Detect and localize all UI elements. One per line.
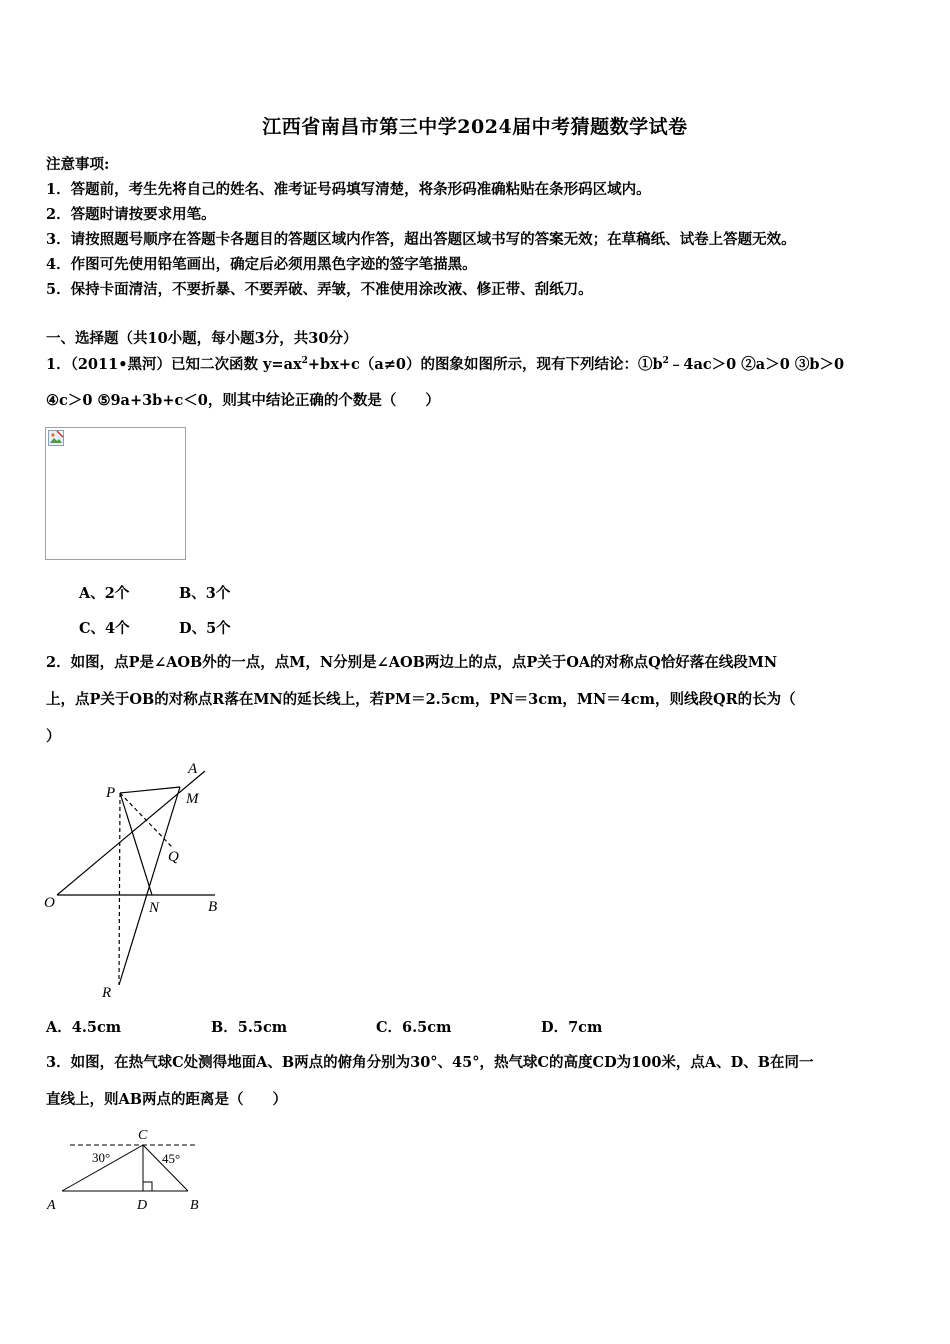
label-m: M bbox=[186, 791, 199, 807]
notice-item: 4．作图可先使用铅笔画出，确定后必须用黑色字迹的签字笔描黑。 bbox=[46, 256, 477, 273]
dashed-pr bbox=[119, 793, 120, 985]
label-b: B bbox=[208, 899, 218, 915]
label-r: R bbox=[102, 985, 112, 1001]
question-1-stem-2: ④c＞0 ⑤9a+3b+c＜0，则其中结论正确的个数是（ ） bbox=[46, 392, 440, 409]
label-n: N bbox=[149, 900, 160, 916]
label-p: P bbox=[106, 785, 116, 801]
question-3-stem: 3．如图，在热气球C处测得地面A、B两点的俯角分别为30°、45°，热气球C的高度CD为100米，点A、D、B在同一 bbox=[46, 1054, 814, 1071]
label-a: A bbox=[188, 761, 198, 777]
right-angle-mark bbox=[143, 1182, 152, 1191]
dashed-pq bbox=[120, 793, 172, 847]
page-title: 江西省南昌市第三中学2024届中考猜题数学试卷 bbox=[262, 116, 688, 138]
question-2-stem-3: ） bbox=[46, 728, 61, 745]
q1-option-c[interactable]: C、4个 bbox=[79, 620, 130, 637]
ray-oa bbox=[57, 771, 205, 895]
label-c: C bbox=[138, 1128, 148, 1143]
label-q: Q bbox=[168, 849, 179, 865]
broken-image-icon bbox=[48, 430, 64, 446]
label-angle-30: 30° bbox=[92, 1150, 111, 1165]
notice-item: 5．保持卡面清洁，不要折暴、不要弄破、弄皱，不准使用涂改液、修正带、刮纸刀。 bbox=[46, 281, 593, 298]
question-2-stem-2: 上，点P关于OB的对称点R落在MN的延长线上，若PM＝2.5cm，PN＝3cm，MN＝4cm，则线段QR的长为（ bbox=[46, 691, 796, 708]
question-2-stem: 2．如图，点P是∠AOB外的一点，点M，N分别是∠AOB两边上的点，点P关于OA的对称点Q恰好落在线段MN bbox=[46, 654, 778, 671]
notice-item: 3．请按照题号顺序在答题卡各题目的答题区域内作答，超出答题区域书写的答案无效；在草稿纸、试卷上答题无效。 bbox=[46, 231, 796, 248]
q1-option-b[interactable]: B、3个 bbox=[179, 585, 231, 602]
label-d: D bbox=[137, 1198, 148, 1213]
notice-item: 2．答题时请按要求用笔。 bbox=[46, 206, 216, 223]
notice-heading: 注意事项: bbox=[46, 156, 110, 173]
q2-option-c[interactable]: C．6.5cm bbox=[376, 1019, 452, 1036]
q1-option-a[interactable]: A、2个 bbox=[79, 585, 130, 602]
line-mn-r bbox=[119, 787, 180, 985]
q1-option-d[interactable]: D、5个 bbox=[179, 620, 231, 637]
segment-pm bbox=[120, 787, 180, 793]
label-b: B bbox=[190, 1198, 199, 1213]
label-o: O bbox=[44, 895, 55, 911]
section-heading: 一、选择题（共10小题，每小题3分，共30分） bbox=[46, 330, 358, 347]
q2-option-b[interactable]: B．5.5cm bbox=[211, 1019, 288, 1036]
segment-pn bbox=[120, 793, 152, 895]
question-1-stem: 1．（2011•黑河）已知二次函数 $y=ax^2+bx+c(a\ne 0)$的图象如图所示，现有下列结论：$①b^2﹣4ac>0$ ②a＞0 ③b＞0 bbox=[46, 356, 845, 373]
q2-option-d[interactable]: D．7cm bbox=[541, 1019, 603, 1036]
broken-image-placeholder bbox=[45, 427, 186, 560]
label-angle-45: 45° bbox=[162, 1151, 181, 1166]
notice-item: 1．答题前，考生先将自己的姓名、准考证号码填写清楚，将条形码准确粘贴在条形码区域内。 bbox=[46, 181, 651, 198]
q2-option-a[interactable]: A．4.5cm bbox=[46, 1019, 122, 1036]
figure-balloon bbox=[40, 1120, 220, 1220]
label-a: A bbox=[47, 1198, 56, 1213]
figure-angle-aob bbox=[40, 755, 240, 1005]
question-3-stem-2: 直线上，则AB两点的距离是（ ） bbox=[46, 1091, 288, 1108]
